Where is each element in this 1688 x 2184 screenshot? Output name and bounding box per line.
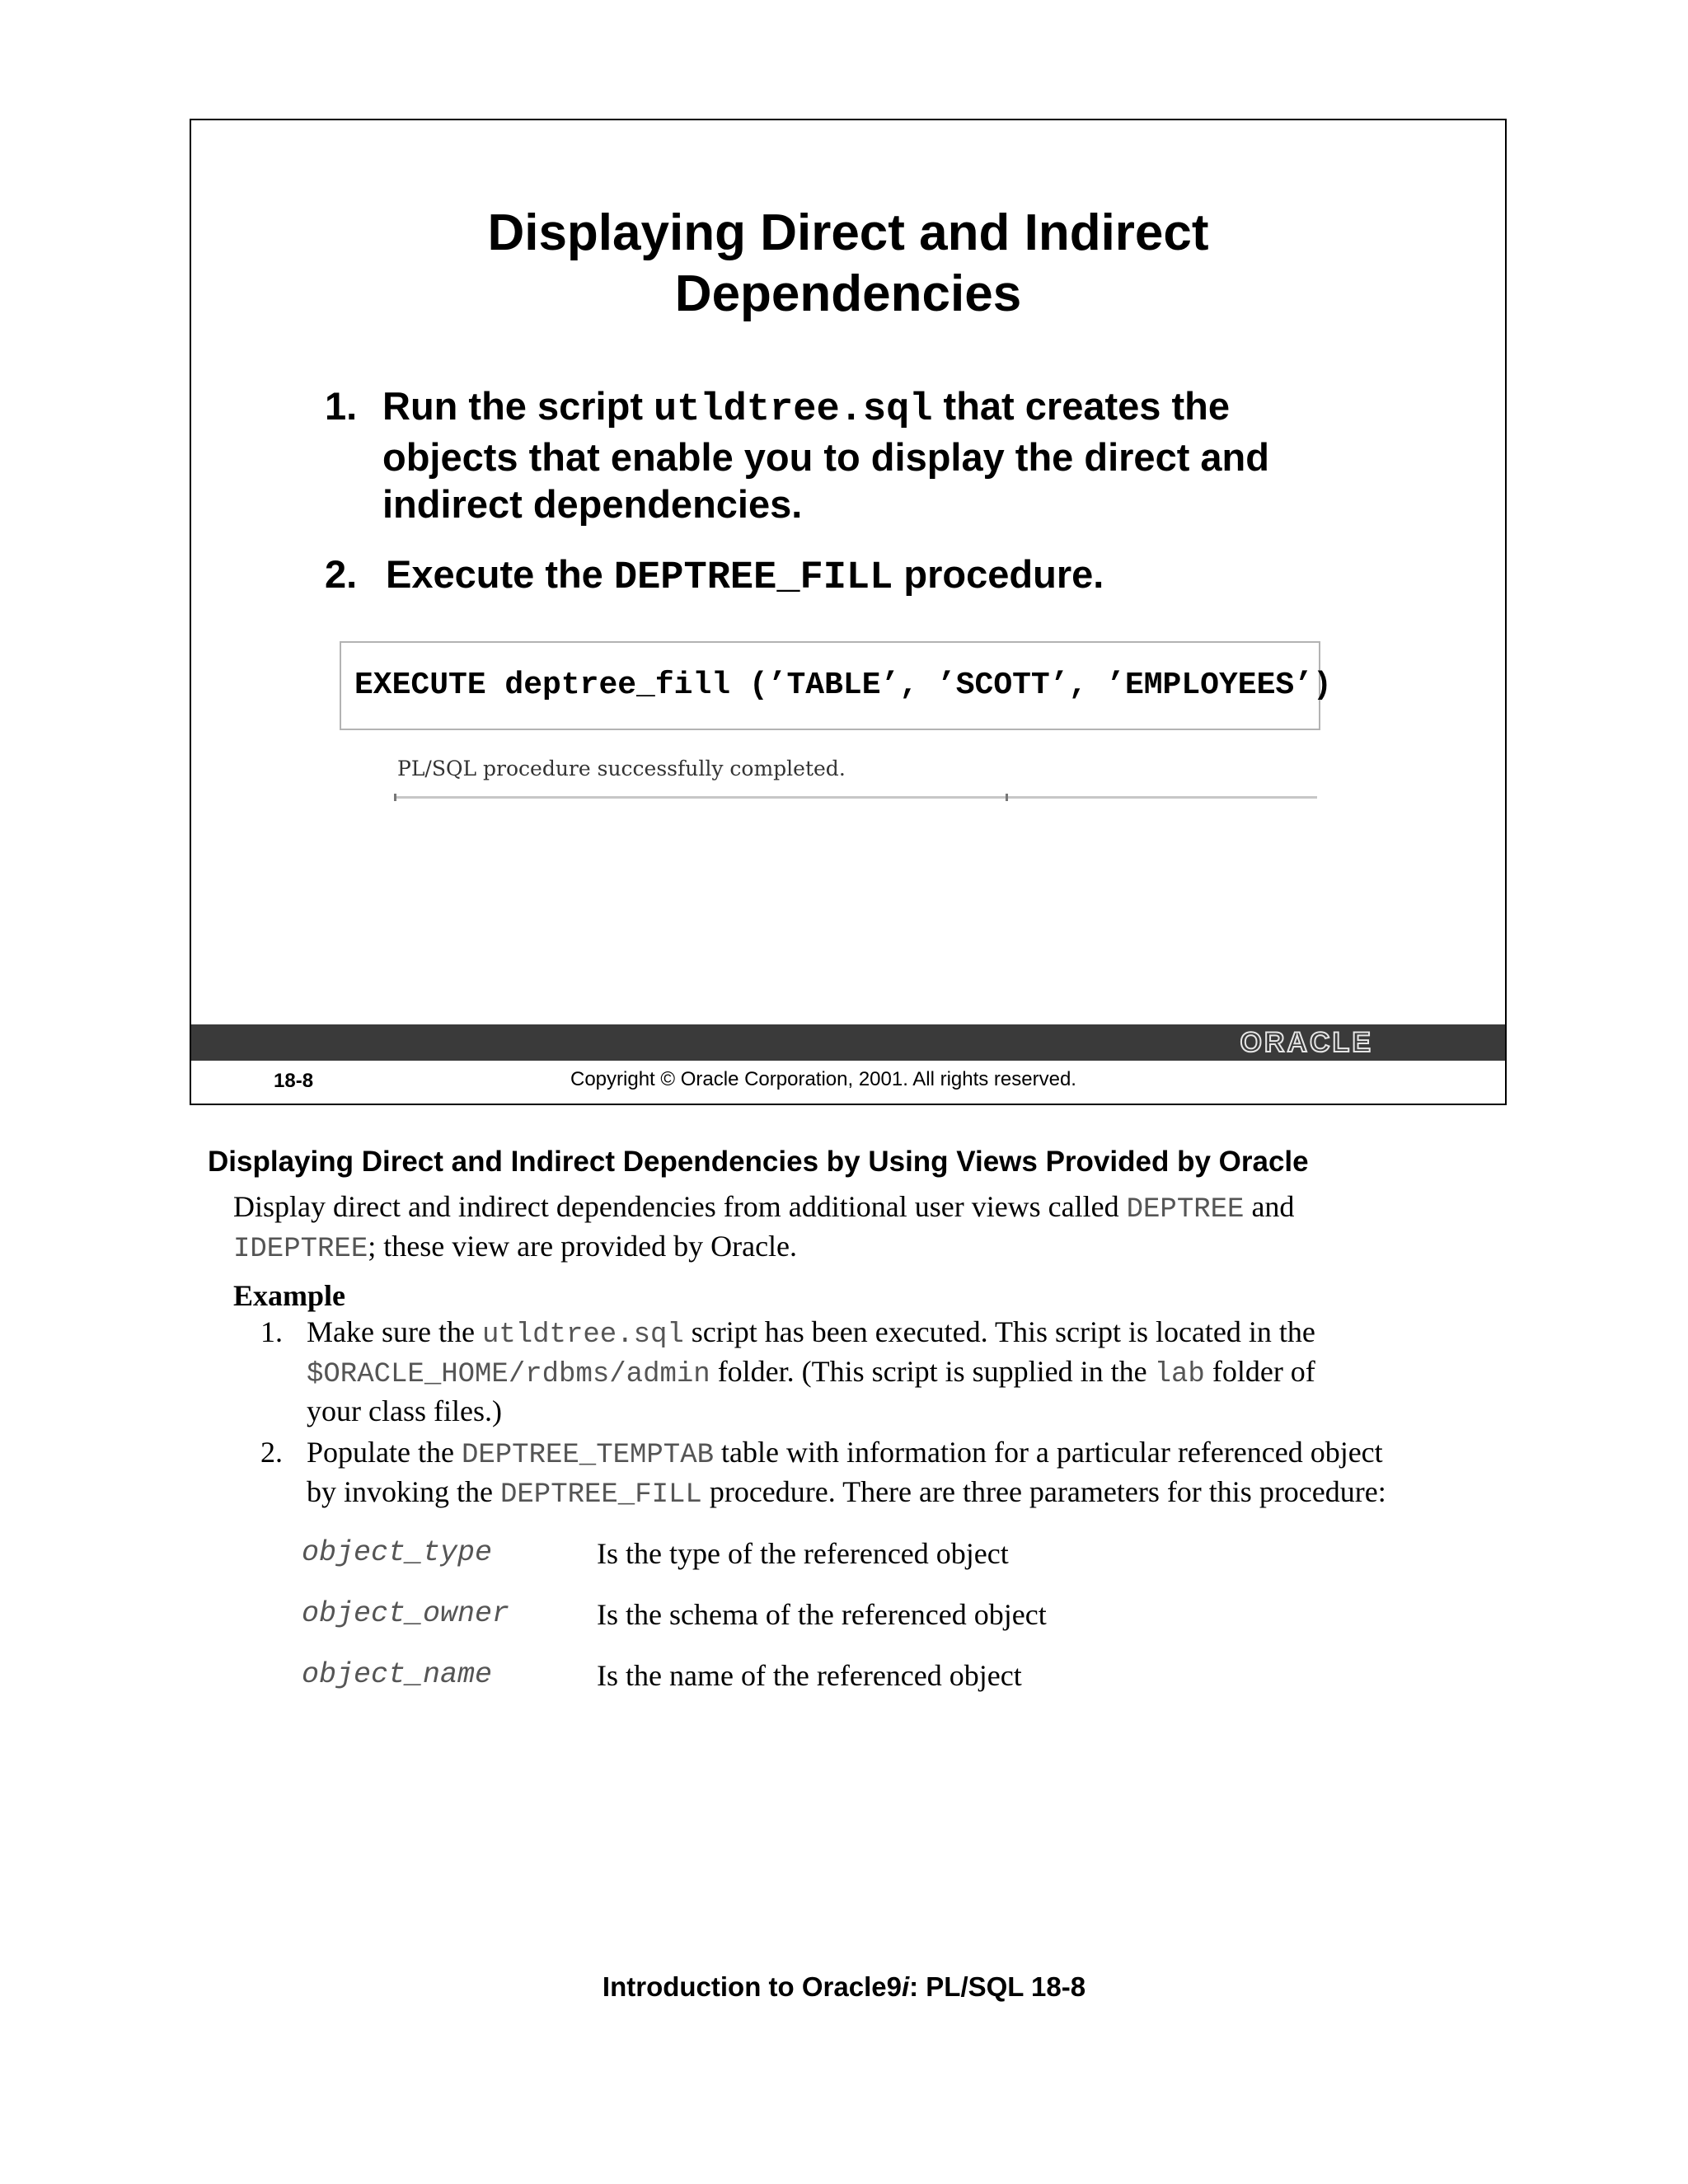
step2-text-post: procedure. <box>893 552 1104 596</box>
slide-title <box>191 203 1505 325</box>
result-divider <box>394 796 1317 799</box>
note1-text-mid: folder. (This script is supplied in the <box>710 1355 1155 1388</box>
note1-line3: your class files.) <box>307 1394 502 1427</box>
page-footer <box>0 1971 1688 2003</box>
step1-line2: objects that enable you to display the direct and <box>382 435 1269 479</box>
note2-code-proc: DEPTREE_FILL <box>499 1479 702 1511</box>
step1-text: Run the script <box>382 384 654 428</box>
notes-intro <box>233 1188 1294 1268</box>
note1-code-script: utldtree.sql <box>481 1319 684 1351</box>
copyright-text: Copyright © Oracle Corporation, 2001. All rights reserved. <box>570 1068 1076 1090</box>
intro-code-ideptree: IDEPTREE <box>233 1234 368 1265</box>
intro-text-line2: ; these view are provided by Oracle. <box>368 1230 798 1263</box>
step1-text-post: that creates the <box>932 384 1230 428</box>
footer-italic: i <box>901 1971 910 2002</box>
slide-page-id: 18-8 <box>274 1070 314 1092</box>
note-number: 1. <box>260 1315 283 1348</box>
step-number: 1. <box>325 384 358 428</box>
note1-text-end: folder of <box>1204 1355 1315 1388</box>
footer-text-post: : PL/SQL 18-8 <box>909 1971 1086 2002</box>
parameter-description: Is the type of the referenced object <box>597 1537 1009 1570</box>
note2-text: Populate the <box>307 1436 462 1469</box>
example-label: Example <box>233 1279 346 1312</box>
slide-frame <box>190 119 1507 1105</box>
execution-result: PL/SQL procedure successfully completed. <box>397 757 846 780</box>
parameter-description: Is the schema of the referenced object <box>597 1598 1047 1631</box>
slide-title-line1: Displaying Direct and Indirect <box>487 204 1209 261</box>
oracle-logo: ORACLE <box>1240 1027 1373 1058</box>
note-number: 2. <box>260 1436 283 1469</box>
slide-footer-bar <box>191 1024 1505 1061</box>
step1-code: utldtree.sql <box>654 388 933 432</box>
note1-text: Make sure the <box>307 1315 482 1348</box>
intro-text-post: and <box>1244 1190 1295 1223</box>
footer-text: Introduction to Oracle9 <box>602 1971 902 2002</box>
note1-text-post: script has been executed. This script is located in the <box>683 1315 1315 1348</box>
parameter-name: object_name <box>302 1658 493 1691</box>
parameter-name: object_type <box>302 1536 493 1569</box>
intro-code-deptree: DEPTREE <box>1126 1194 1245 1226</box>
note2-text-line2: by invoking the <box>307 1475 500 1508</box>
step2-code: DEPTREE_FILL <box>613 556 893 600</box>
slide-title-line2: Dependencies <box>674 265 1022 322</box>
notes-heading: Displaying Direct and Indirect Dependencies by Using Views Provided by Oracle <box>208 1146 1309 1178</box>
intro-text: Display direct and indirect dependencies from additional user views called <box>233 1190 1127 1223</box>
step1-line3: indirect dependencies. <box>382 482 803 526</box>
code-example: EXECUTE deptree_fill (’TABLE’, ’SCOTT’, ’EMPLOYEES’) <box>340 641 1320 730</box>
step2-text: Execute the <box>386 552 614 596</box>
step-number: 2. <box>325 552 358 596</box>
note1-code-path: $ORACLE_HOME/rdbms/admin <box>307 1359 710 1390</box>
note2-text-line2-post: procedure. There are three parameters for this procedure: <box>701 1475 1386 1508</box>
note1-code-lab: lab <box>1154 1359 1205 1390</box>
parameter-name: object_owner <box>302 1597 510 1630</box>
note2-code-table: DEPTREE_TEMPTAB <box>461 1440 715 1471</box>
note2-text-post: table with information for a particular referenced object <box>714 1436 1383 1469</box>
parameter-description: Is the name of the referenced object <box>597 1659 1022 1692</box>
